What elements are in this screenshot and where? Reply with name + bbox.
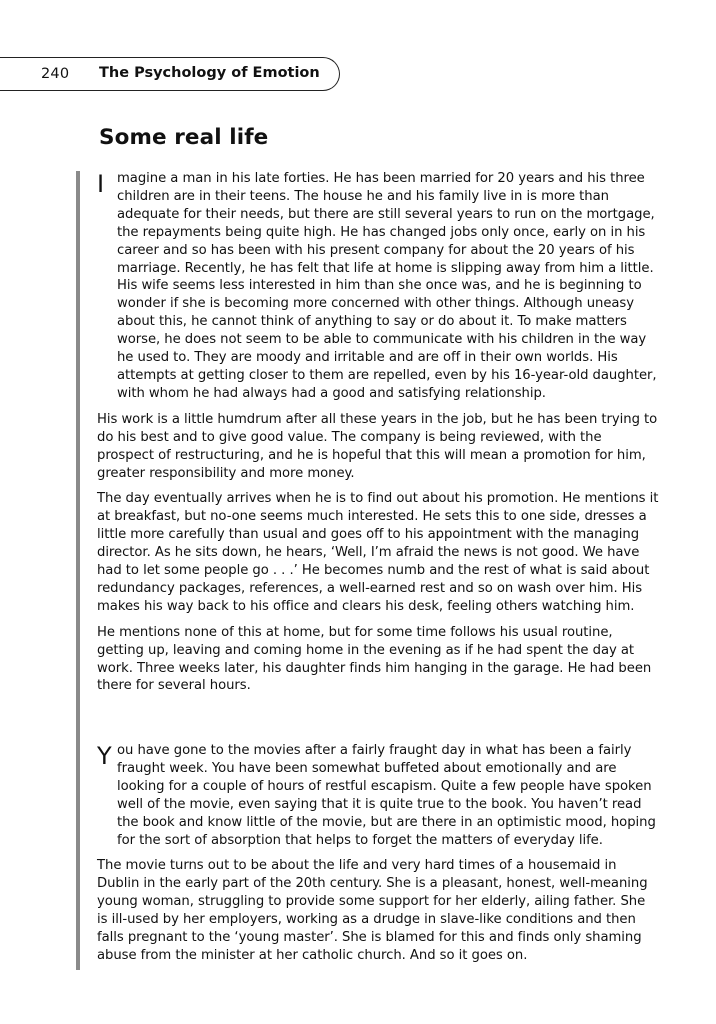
case-1-paragraph-3: The day eventually arrives when he is to find out about his promotion. He mentions it at breakfast, but no-one seems much interested. He sets this to one side, dresses a little more carefully than usual and goes off to his appointment with the managing director. As he sits down, he hears, ‘Well, I’m afraid the news is not good. We have had to let some people go . . .’ He becomes numb and the rest of what is said about redundancy packages, references, a well-earned rest and so on wash over him. His makes his way back to his office and clears his desk, feeling others watching him. bbox=[97, 491, 659, 614]
case-2-paragraph-1 bbox=[97, 742, 659, 849]
running-head: The Psychology of Emotion bbox=[99, 65, 320, 81]
drop-cap: Y bbox=[97, 742, 112, 770]
case-1-paragraph-2: His work is a little humdrum after all these years in the job, but he has been trying to do his best and to give good value. The company is being reviewed, with the prospect of restructuring, and he is hopeful that this will mean a promotion for him, greater responsibility and more money. bbox=[97, 411, 658, 481]
drop-cap: I bbox=[97, 170, 105, 198]
case-1-paragraph-1 bbox=[97, 170, 659, 403]
paragraph-text: magine a man in his late forties. He has been married for 20 years and his three children are in their teens. The house he and his family live in is more than adequate for their needs, but there are still several years to run on the mortgage, the repayments being quite high. He has changed jobs only once, early on in his career and so has been with his present company for about the 20 years of his marriage. Recently, he has felt that life at home is slipping away from him a little. His wife seems less interested in him than she once was, and he is beginning to wonder if she is becoming more concerned with other things. Although uneasy about this, he cannot think of anything to say or do about it. To make matters worse, he does not seem to be able to communicate with his children in the way he used to. They are moody and irritable and are off in their own worlds. His attempts at getting closer to them are repelled, even by his 16-year-old daughter, with whom he had always had a good and satisfying relationship. bbox=[117, 171, 657, 401]
page-number: 240 bbox=[41, 66, 70, 82]
case-study-1 bbox=[97, 170, 659, 695]
case-1-paragraph-4: He mentions none of this at home, but for some time follows his usual routine, getting up, leaving and coming home in the evening as if he had spent the day at work. Three weeks later, his daughter finds him hanging in the garage. He had been there for several hours. bbox=[97, 624, 652, 694]
section-title: Some real life bbox=[99, 125, 269, 150]
case-study-2 bbox=[97, 742, 659, 965]
paragraph-text: ou have gone to the movies after a fairly fraught day in what has been a fairly fraught week. You have been somewhat buffeted about emotionally and are looking for a couple of hours of restful escapism. Quite a few people have spoken well of the movie, even saying that it is quite true to the book. You haven’t read the book and know little of the movie, but are there in an optimistic mood, hoping for the sort of absorption that helps to forget the matters of everyday life. bbox=[117, 743, 656, 848]
case-2-paragraph-2: The movie turns out to be about the life and very hard times of a housemaid in Dublin in the early part of the 20th century. She is a pleasant, honest, well-meaning young woman, struggling to provide some support for her elderly, ailing father. She is ill-used by her employers, working as a drudge in slave-like conditions and then falls pregnant to the ‘young master’. She is blamed for this and finds only shaming abuse from the minister at her catholic church. And so it goes on. bbox=[97, 858, 648, 963]
margin-rule bbox=[76, 171, 80, 970]
